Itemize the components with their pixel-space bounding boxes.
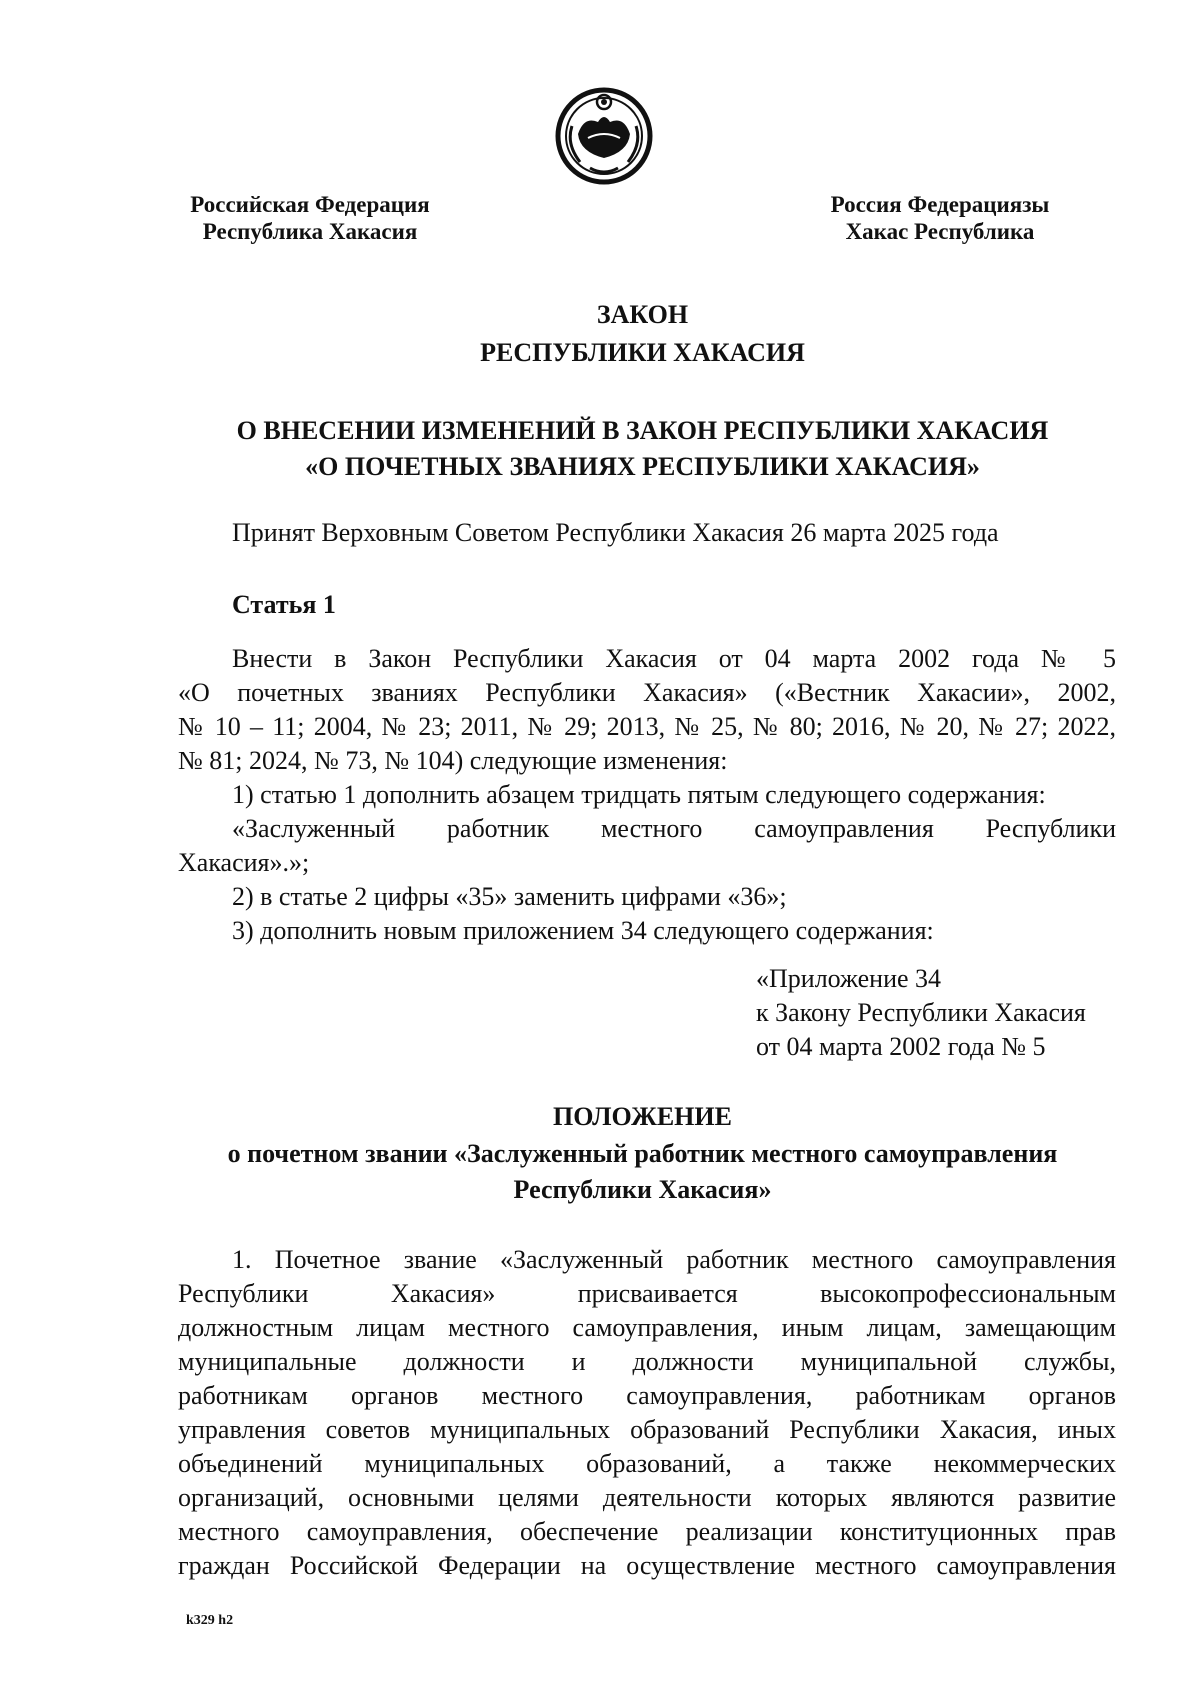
header-left-line2: Республика Хакасия (202, 219, 418, 244)
regulation-subtitle-line: Республики Хакасия» (513, 1175, 772, 1204)
paragraph-line: управления советов муниципальных образований Республики Хакасия, иных (178, 1415, 1116, 1444)
paragraph-line: Республики Хакасия» присваивается высокопрофессиональным (178, 1279, 1116, 1308)
header-right-line2: Хакас Республика (845, 219, 1035, 244)
paragraph-line: должностным лицам местного самоуправления, иным лицам, замещающим (178, 1313, 1116, 1342)
article-intro-line: № 81; 2024, № 73, № 104) следующие изменения: (178, 746, 728, 775)
regulation-subtitle-line: о почетном звании «Заслуженный работник местного самоуправления (227, 1139, 1058, 1168)
regulation-title: ПОЛОЖЕНИЕ (553, 1102, 732, 1131)
paragraph-line: объединений муниципальных образований, а также некоммерческих (178, 1449, 1116, 1478)
article-heading: Статья 1 (232, 590, 336, 619)
paragraph-line: 1. Почетное звание «Заслуженный работник местного самоуправления (232, 1245, 1116, 1274)
amendment-quote-line: Хакасия».»; (178, 848, 310, 877)
amendment-quote-line: «Заслуженный работник местного самоуправления Республики (232, 814, 1116, 843)
header-right-line1: Россия Федерациязы (830, 192, 1050, 217)
article-intro (178, 642, 1116, 948)
regulation-subtitle (170, 1136, 1115, 1208)
law-title-line2: РЕСПУБЛИКИ ХАКАСИЯ (480, 338, 805, 367)
paragraph-line: муниципальные должности и должности муниципальной службы, (178, 1347, 1116, 1376)
paragraph-line: организаций, основными целями деятельности которых являются развитие (178, 1483, 1116, 1512)
amendment-item-3: 3) дополнить новым приложением 34 следующего содержания: (232, 916, 934, 945)
header-right (790, 191, 1090, 245)
document-code: k329 h2 (186, 1613, 234, 1628)
appendix-line: к Закону Республики Хакасия (756, 998, 1086, 1027)
khakassia-emblem-icon (550, 86, 658, 186)
header-left-line1: Российская Федерация (190, 192, 430, 217)
adoption-note: Принят Верховным Советом Республики Хакасия 26 марта 2025 года (232, 518, 999, 547)
law-subject-line2: «О ПОЧЕТНЫХ ЗВАНИЯХ РЕСПУБЛИКИ ХАКАСИЯ» (305, 452, 980, 481)
appendix-line: «Приложение 34 (756, 964, 942, 993)
paragraph-line: местного самоуправления, обеспечение реализации конституционных прав (178, 1517, 1116, 1546)
article-intro-line: «О почетных званиях Республики Хакасия» («Вестник Хакасии», 2002, (178, 678, 1116, 707)
amendment-item-1: 1) статью 1 дополнить абзацем тридцать пятым следующего содержания: (232, 780, 1046, 809)
law-title (170, 296, 1115, 372)
appendix-line: от 04 марта 2002 года № 5 (756, 1032, 1046, 1061)
paragraph-line: работникам органов местного самоуправления, работникам органов (178, 1381, 1116, 1410)
amendment-item-2: 2) в статье 2 цифры «35» заменить цифрами «36»; (232, 882, 787, 911)
appendix-reference (756, 962, 1086, 1064)
header-left (160, 191, 460, 245)
article-intro-line: № 10 – 11; 2004, № 23; 2011, № 29; 2013, № 25, № 80; 2016, № 20, № 27; 2022, (178, 712, 1116, 741)
article-intro-line: Внести в Закон Республики Хакасия от 04 марта 2002 года № 5 (232, 644, 1116, 673)
law-subject-line1: О ВНЕСЕНИИ ИЗМЕНЕНИЙ В ЗАКОН РЕСПУБЛИКИ ХАКАСИЯ (236, 416, 1049, 445)
law-title-line1: ЗАКОН (596, 300, 689, 329)
law-subject (170, 413, 1115, 485)
paragraph-line: граждан Российской Федерации на осуществление местного самоуправления (178, 1551, 1116, 1580)
regulation-paragraph-1 (178, 1243, 1116, 1583)
